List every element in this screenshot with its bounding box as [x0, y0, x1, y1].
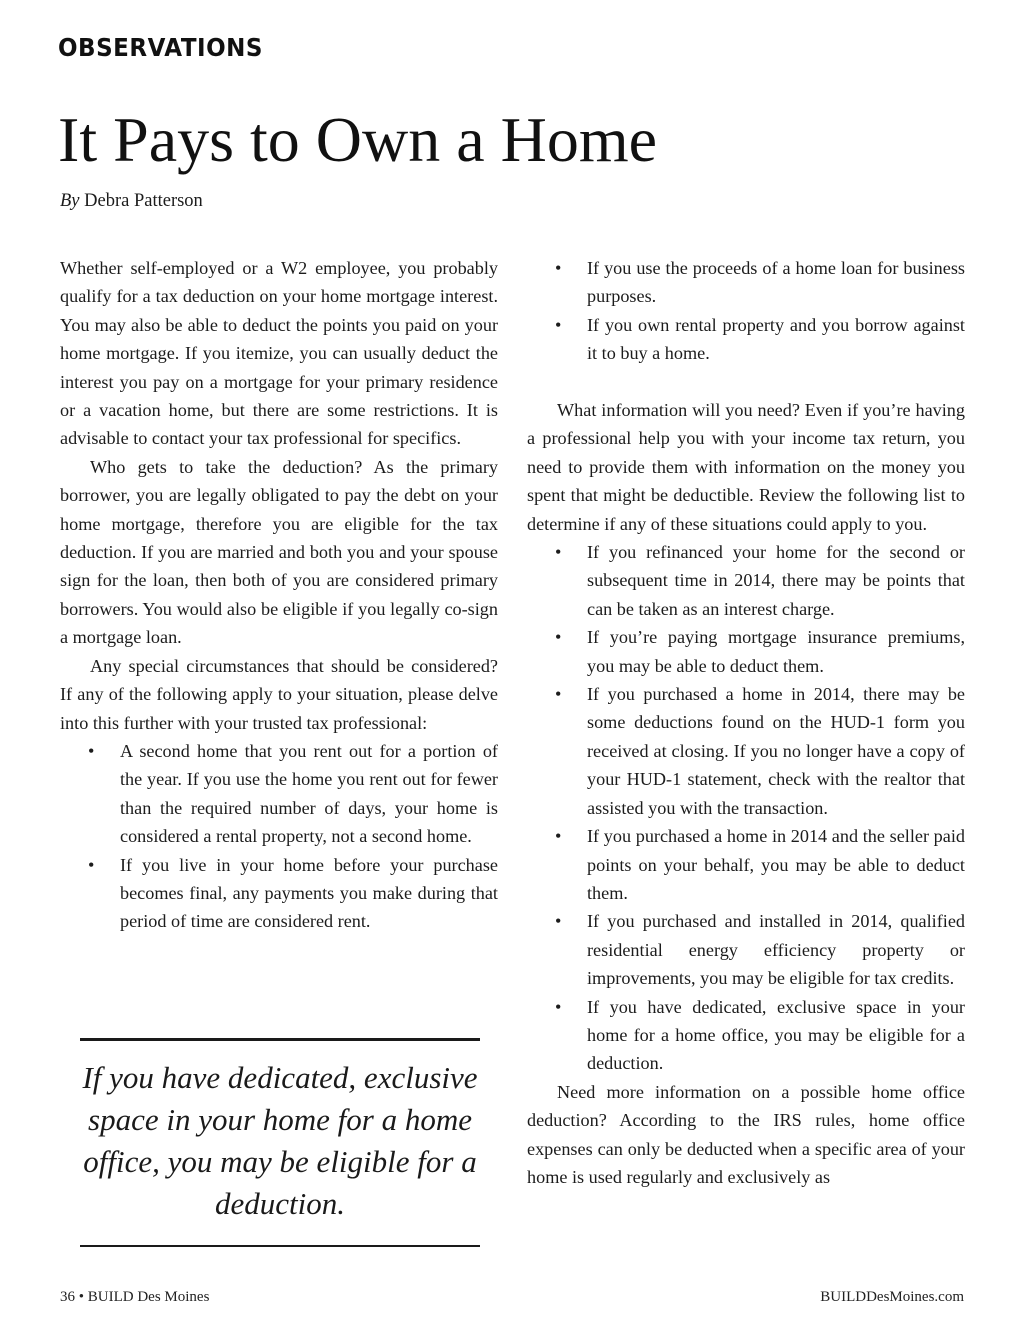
paragraph: Whether self-employed or a W2 employee, you probably qualify for a tax deduction on your home mortgage interest. You may also be able to deduct the points you paid on your home mortgage. If you itemize, you can usually deduct the interest you pay on a mortgage for your primary residence or a vacation home, but there are some restrictions. It is advisable to contact your tax professional for specifics.: [60, 258, 498, 449]
pull-quote: If you have dedicated, exclusive space in your home for a home office, you may be eligible for a deduction.: [80, 1038, 480, 1247]
bullet-icon: •: [555, 627, 562, 648]
bullet-icon: •: [555, 911, 562, 932]
list-item-text: A second home that you rent out for a portion of the year. If you use the home you rent out for fewer than the required number of days, your home is considered a rental property, not a second home.: [120, 740, 498, 847]
byline: [60, 188, 203, 214]
list-item: [527, 993, 965, 1078]
list-item: [60, 851, 498, 936]
bullet-icon: •: [555, 684, 562, 705]
list-item: [527, 907, 965, 992]
list-item-text: If you purchased and installed in 2014, qualified residential energy efficiency property or improvements, you may be eligible for tax credits.: [587, 911, 965, 989]
bullet-list: [527, 538, 965, 1078]
bullet-list: [60, 737, 498, 936]
left-column: [60, 254, 498, 936]
bullet-icon: •: [88, 854, 95, 875]
bullet-icon: •: [555, 542, 562, 563]
right-column: [527, 254, 965, 1191]
website-url: BUILDDesMoines.com: [820, 1289, 964, 1305]
page-footer-left: [60, 1287, 209, 1307]
list-item: [60, 737, 498, 851]
list-item-text: If you purchased a home in 2014 and the seller paid points on your behalf, you may be able to deduct them.: [587, 826, 965, 903]
list-item: [527, 538, 965, 623]
list-item: [527, 680, 965, 822]
paragraph: Who gets to take the deduction? As the primary borrower, you are legally obligated to pay the debt on your home mortgage, therefore you are eligible for the tax deduction. If you are married and both you and your spouse sign for the loan, then both of you are considered primary borrowers. You would also be eligible if you legally co-sign a mortgage loan.: [60, 456, 498, 648]
list-item: [527, 311, 965, 368]
paragraph: Any special circumstances that should be considered? If any of the following apply to your situation, please delve into this further with your trusted tax professional:: [60, 655, 498, 733]
paragraph: What information will you need? Even if you’re having a professional help you with your income tax return, you need to provide them with information on the money you spent that might be deductible. Review the following list to determine if any of these situations could apply to you.: [527, 400, 965, 534]
page-number: 36: [60, 1289, 75, 1305]
bullet-icon: •: [555, 258, 562, 278]
bullet-icon: •: [88, 740, 95, 761]
list-item-text: If you own rental property and you borrow against it to buy a home.: [587, 314, 965, 364]
byline-prefix: By: [60, 191, 80, 211]
bullet-icon: •: [555, 826, 562, 847]
bullet-icon: •: [555, 314, 562, 335]
article-title: It Pays to Own a Home: [58, 104, 658, 175]
list-item: [527, 822, 965, 907]
list-item-text: If you live in your home before your purchase becomes final, any payments you make during that period of time are considered rent.: [120, 854, 498, 932]
list-item: [527, 254, 965, 311]
list-item-text: If you have dedicated, exclusive space in your home for a home office, you may be eligible for a deduction.: [587, 996, 965, 1074]
paragraph: Need more information on a possible home office deduction? According to the IRS rules, home office expenses can only be deducted when a specific area of your home is used regularly and exclusively as: [527, 1081, 965, 1187]
list-item-text: If you purchased a home in 2014, there may be some deductions found on the HUD-1 form you received at closing. If you no longer have a copy of your HUD-1 statement, check with the realtor that assisted you with the transaction.: [587, 684, 965, 818]
list-item-text: If you refinanced your home for the second or subsequent time in 2014, there may be points that can be taken as an interest charge.: [587, 542, 965, 619]
author-name: Debra Patterson: [84, 191, 203, 211]
footer-separator: •: [78, 1289, 85, 1305]
list-item-text: If you’re paying mortgage insurance premiums, you may be able to deduct them.: [587, 627, 965, 676]
bullet-icon: •: [555, 996, 562, 1017]
list-item: [527, 623, 965, 680]
publication-name: BUILD Des Moines: [87, 1289, 210, 1305]
bullet-list: [527, 254, 965, 368]
section-label: OBSERVATIONS: [58, 34, 263, 63]
list-item-text: If you use the proceeds of a home loan for business purposes.: [587, 258, 965, 307]
